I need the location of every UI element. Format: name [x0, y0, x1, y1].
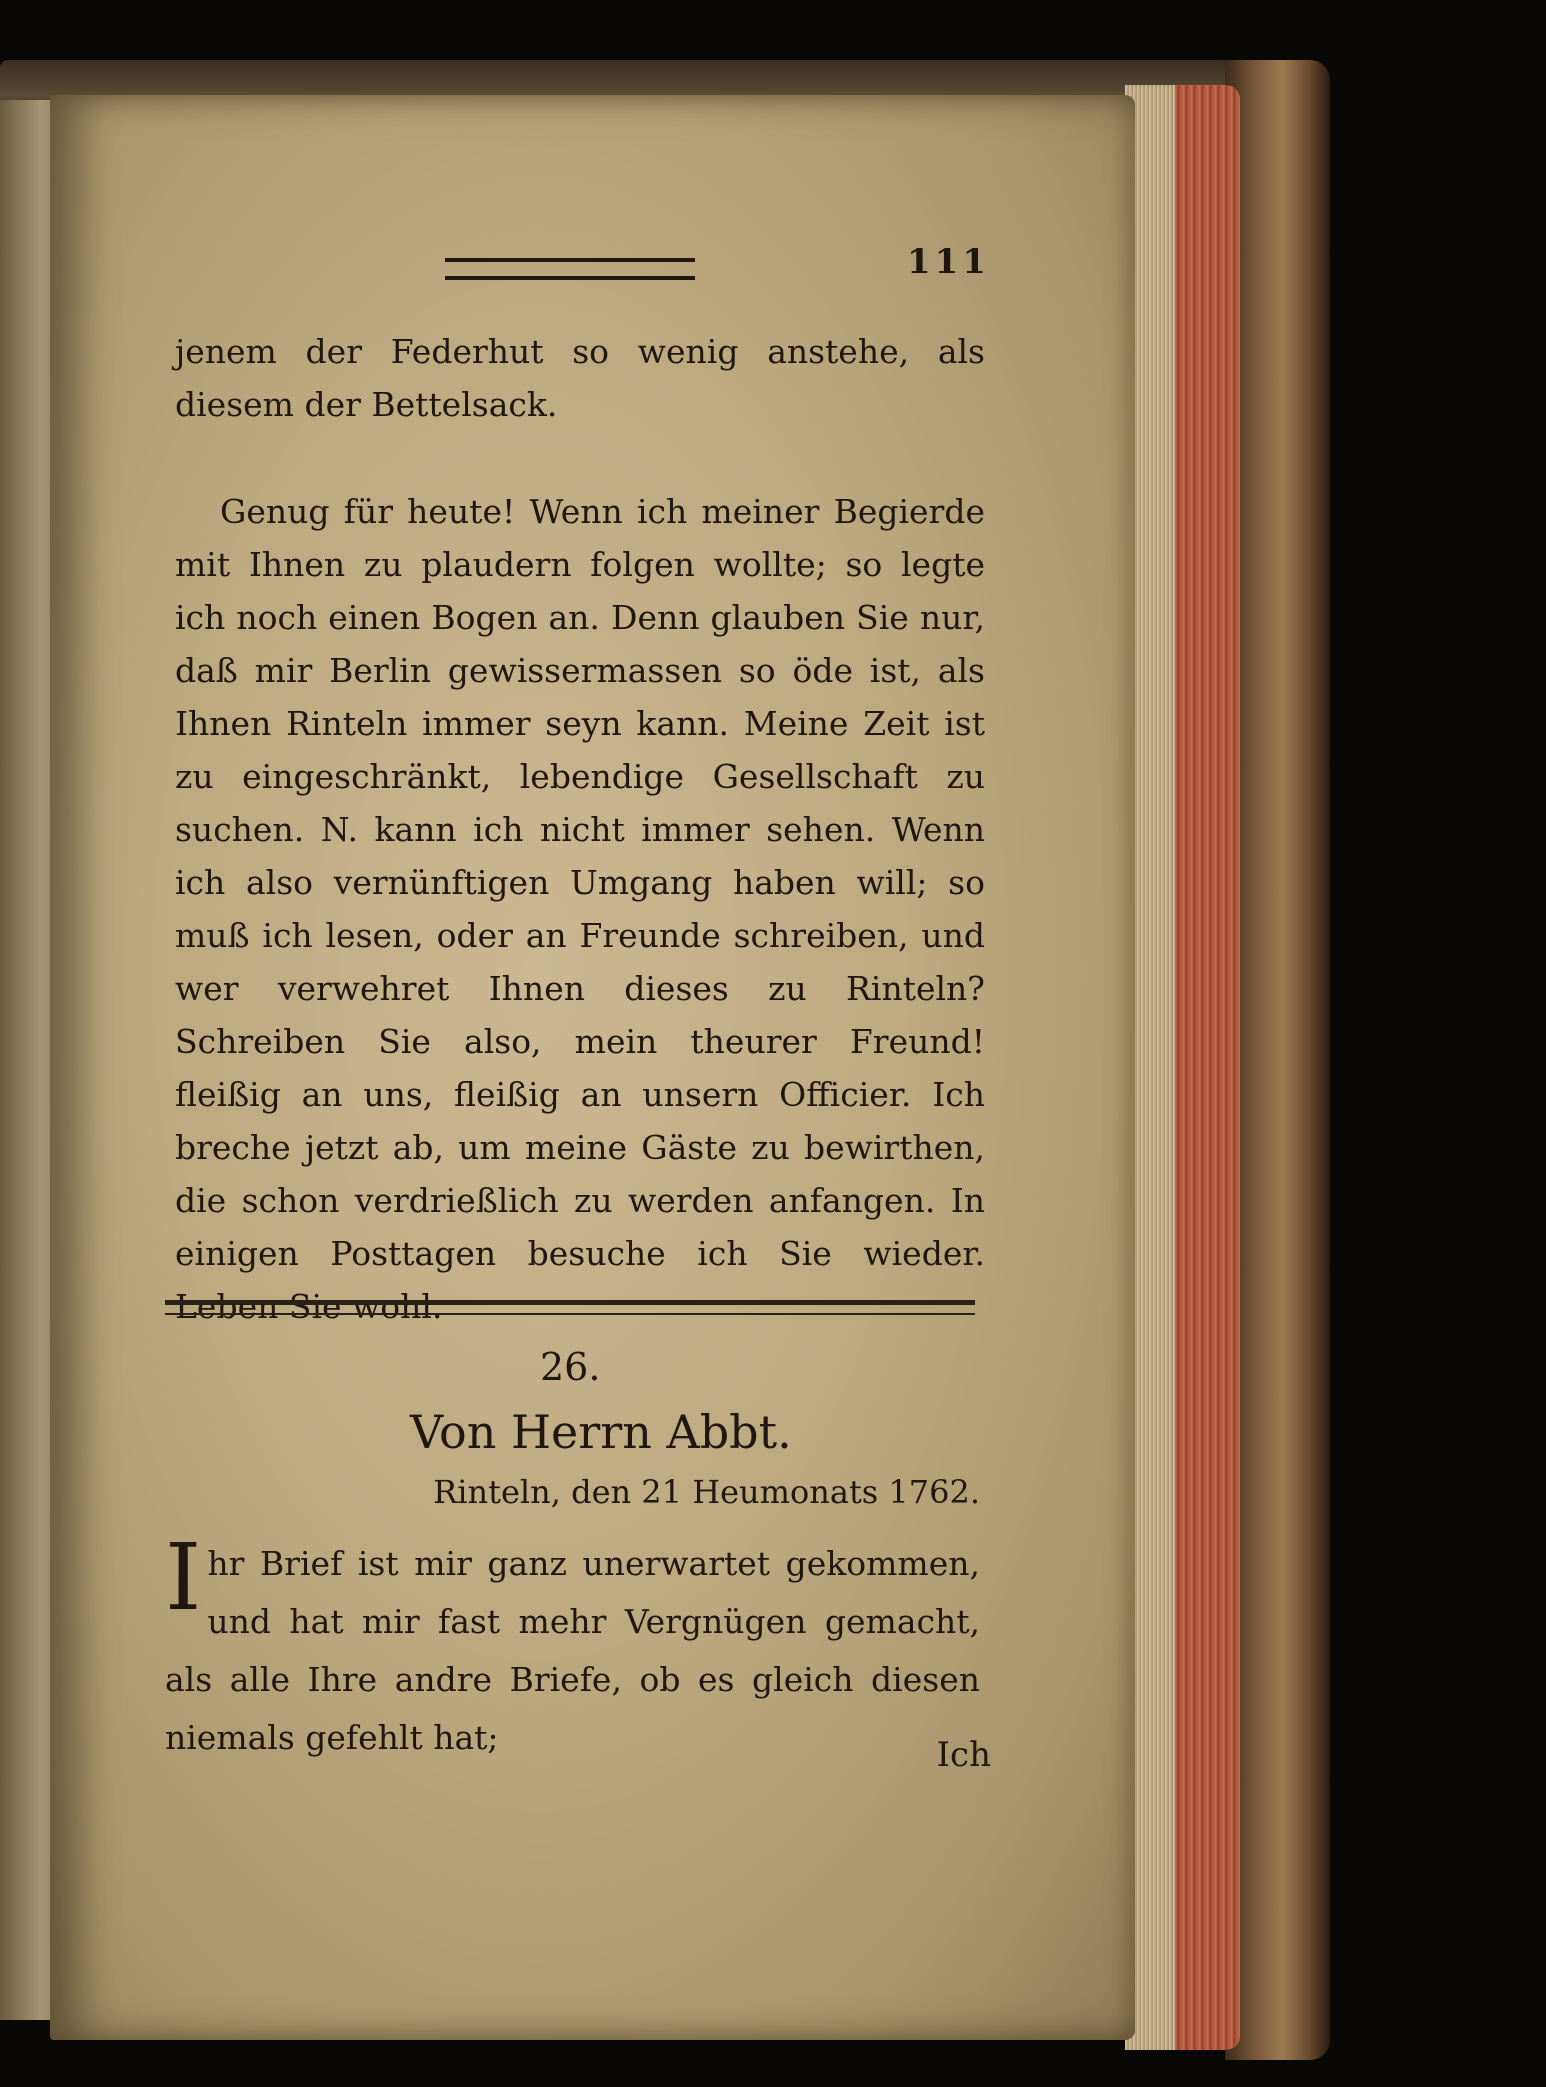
paragraph-continuation: jenem der Federhut so wenig anstehe, als diesem der Bettelsack.	[175, 332, 985, 424]
letter-body	[165, 1524, 980, 1767]
catchword: Ich	[936, 1735, 991, 1775]
page-number: 111	[907, 242, 990, 282]
running-header	[270, 242, 990, 292]
header-rule	[445, 258, 695, 280]
section-divider	[165, 1300, 975, 1315]
drop-cap: I	[165, 1524, 202, 1631]
book-cover-right	[1225, 60, 1330, 2060]
paragraph-closing: Genug für heute! Wenn ich meiner Begierde mit Ihnen zu plaudern folgen wollte; so legte ich noch einen Bogen an. Denn glauben Sie nur, daß mir Berlin gewissermassen so öde ist, als Ihnen Rinteln immer seyn kann. Meine Zeit ist zu eingeschränkt, lebendige Gesellschaft zu suchen. N. kann ich nicht immer sehen. Wenn ich also vernünftigen Umgang haben will; so muß ich lesen, oder an Freunde schreiben, und wer verwehret Ihnen dieses zu Rinteln? Schreiben Sie also, mein theurer Freund! fleißig an uns, fleißig an unsern Officier. Ich breche jetzt ab, um meine Gäste zu bewirthen, die schon verdrießlich zu werden anfangen. In einigen Posttagen besuche ich Sie wieder. Leben Sie wohl.	[175, 492, 985, 1326]
letter-body-text: hr Brief ist mir ganz unerwartet gekommen, und hat mir fast mehr Vergnügen gemacht, als alle Ihre andre Briefe, ob es gleich diesen niemals gefehlt hat;	[165, 1544, 980, 1757]
letter-dateline: Rinteln, den 21 Heumonats 1762.	[433, 1473, 980, 1511]
letter-number: 26.	[540, 1345, 601, 1389]
letter-heading: Von Herrn Abbt.	[410, 1405, 792, 1459]
